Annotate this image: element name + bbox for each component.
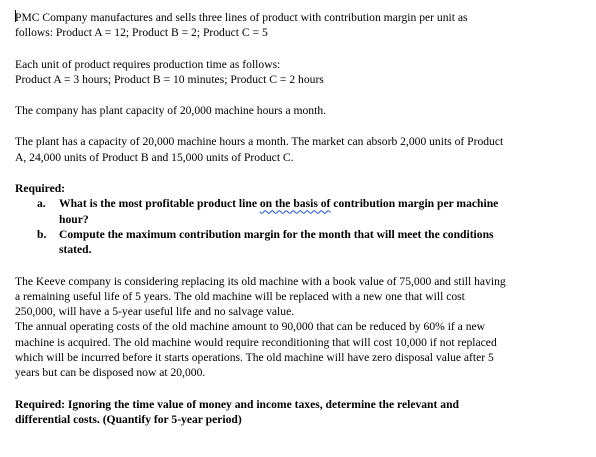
spacer	[15, 118, 585, 134]
required-section-2	[15, 397, 585, 428]
required-item-b	[15, 227, 585, 258]
market-paragraph	[15, 134, 585, 165]
keeve-line-4: The annual operating costs of the old machine amount to 90,000 that can be reduced by 60% if a new	[15, 320, 486, 334]
market-line-1: The plant has a capacity of 20,000 machine hours a month. The market can absorb 2,000 units of Product	[15, 135, 504, 149]
spacer	[15, 258, 585, 274]
spacer	[15, 381, 585, 397]
keeve-line-7: years but can be disposed now at 20,000.	[15, 366, 206, 380]
keeve-line-1: The Keeve company is considering replacing its old machine with a book value of 75,000 and still having	[15, 274, 506, 288]
required-item-a	[15, 196, 585, 227]
intro-line-2: follows: Product A = 12; Product B = 2; Product C = 5	[15, 26, 268, 40]
market-line-2: A, 24,000 units of Product B and 15,000 units of Product C.	[15, 150, 294, 164]
required-2-line-2: differential costs. (Quantify for 5-year period)	[15, 412, 242, 426]
keeve-line-2: a remaining useful life of 5 years. The old machine will be replaced with a new one that will cost	[15, 289, 465, 303]
spacer	[15, 41, 585, 57]
item-b-line-2: stated.	[59, 243, 92, 257]
production-time-line-1: Each unit of product requires production time as follows:	[15, 57, 281, 71]
production-time-paragraph	[15, 57, 585, 88]
production-time-line-2: Product A = 3 hours; Product B = 10 minutes; Product C = 2 hours	[15, 72, 324, 86]
keeve-line-6: which will be incurred before it starts operations. The old machine will have zero disposal value after 5	[15, 351, 494, 365]
item-a-marker: a.	[37, 197, 46, 211]
required-list	[15, 196, 585, 257]
keeve-paragraph	[15, 274, 585, 381]
required-2-line-1: Required: Ignoring the time value of money and income taxes, determine the relevant and	[15, 397, 459, 411]
item-b-line-1: Compute the maximum contribution margin for the month that will meet the conditions	[59, 227, 494, 241]
keeve-line-5: machine is acquired. The old machine would require reconditioning that will cost 10,000 if not replaced	[15, 335, 497, 349]
item-b-marker: b.	[37, 227, 47, 241]
spellcheck-underlined-phrase: on the basis of	[259, 197, 331, 211]
required-heading: Required:	[15, 182, 66, 196]
document-body	[15, 10, 585, 427]
intro-line-1	[15, 10, 585, 25]
capacity-paragraph: The company has plant capacity of 20,000 machine hours a month.	[15, 104, 327, 118]
intro-line-1-text: PMC Company manufactures and sells three lines of product with contribution margin per unit as	[15, 11, 468, 24]
required-section-1	[15, 181, 585, 257]
keeve-line-3: 250,000, will have a 5-year useful life and no salvage value.	[15, 305, 295, 319]
item-a-line-2: hour?	[59, 212, 89, 226]
item-a-text-start: What is the most profitable product line	[59, 197, 260, 211]
spacer	[15, 165, 585, 181]
spacer	[15, 87, 585, 103]
item-a-text-end: contribution margin per machine	[330, 197, 499, 211]
intro-paragraph	[15, 10, 585, 41]
